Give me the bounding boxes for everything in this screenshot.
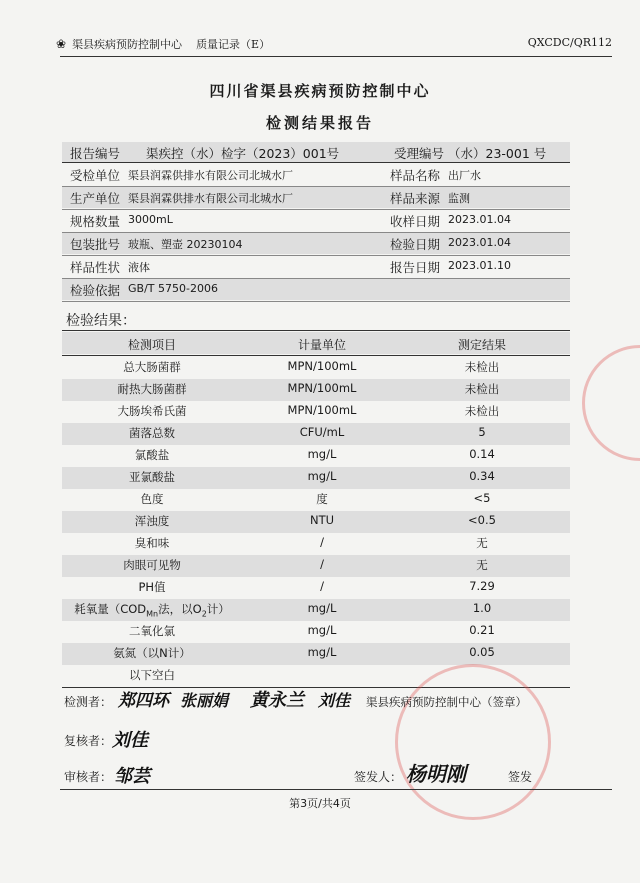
page-number: 第3页/共4页 bbox=[289, 797, 351, 810]
info-label: 规格数量 bbox=[70, 214, 121, 229]
result-value: <0.5 bbox=[468, 513, 496, 527]
info-label: 样品性状 bbox=[70, 260, 121, 275]
result-unit: MPN/100mL bbox=[287, 381, 357, 395]
logo-icon: ❀ bbox=[56, 37, 67, 51]
result-unit: MPN/100mL bbox=[287, 359, 357, 373]
issuer-signature: 杨明刚 bbox=[406, 762, 466, 786]
info-label: 样品名称 bbox=[390, 168, 441, 183]
page-header bbox=[56, 36, 612, 52]
result-value: 未检出 bbox=[464, 360, 500, 374]
header-record-label: 质量记录（E） bbox=[196, 38, 271, 51]
result-item: 色度 bbox=[140, 492, 164, 506]
info-value: 2023.01.10 bbox=[448, 259, 511, 272]
issuer-label: 签发人： bbox=[354, 770, 403, 784]
info-label: 生产单位 bbox=[70, 191, 121, 206]
reviewer-label: 复核者： bbox=[64, 734, 113, 748]
divider bbox=[62, 232, 570, 233]
result-item bbox=[62, 601, 242, 618]
col-header-result: 测定结果 bbox=[457, 338, 506, 352]
info-value: GB/T 5750-2006 bbox=[128, 282, 218, 295]
stamp-note: 渠县疾病预防控制中心（签章） bbox=[366, 695, 527, 709]
auditor-label: 审核者： bbox=[64, 770, 113, 784]
tester-signature-3: 黄永兰 bbox=[250, 690, 304, 711]
tester-signature-4: 刘佳 bbox=[318, 691, 351, 710]
result-item: 浑浊度 bbox=[134, 514, 170, 528]
info-label: 收样日期 bbox=[390, 214, 441, 229]
report-no-label: 报告编号 bbox=[70, 146, 121, 161]
result-item: 二氧化氯 bbox=[129, 624, 175, 638]
result-value: <5 bbox=[473, 491, 491, 505]
divider bbox=[62, 355, 570, 356]
result-value: 0.14 bbox=[469, 447, 495, 461]
side-stamp-icon bbox=[582, 345, 640, 461]
result-unit: mg/L bbox=[307, 645, 337, 659]
result-item: 总大肠菌群 bbox=[123, 360, 181, 374]
result-item: 菌落总数 bbox=[129, 426, 175, 440]
info-value: 2023.01.04 bbox=[448, 213, 511, 226]
result-unit: NTU bbox=[309, 513, 335, 527]
result-unit: CFU/mL bbox=[299, 425, 345, 439]
info-value: 监测 bbox=[448, 192, 470, 205]
result-value: 7.29 bbox=[469, 579, 495, 593]
info-value: 渠县润霖供排水有限公司北城水厂 bbox=[128, 169, 293, 182]
tester-signature-2: 张丽娟 bbox=[180, 691, 229, 710]
result-value: 未检出 bbox=[464, 404, 500, 418]
issue-label: 签发 bbox=[508, 770, 533, 784]
result-unit: / bbox=[320, 535, 324, 549]
info-label: 受检单位 bbox=[70, 168, 121, 183]
divider bbox=[62, 162, 570, 163]
info-label: 样品来源 bbox=[390, 191, 441, 206]
info-label: 包装批号 bbox=[70, 237, 121, 252]
reviewer-signature: 刘佳 bbox=[112, 730, 148, 751]
result-item: 氯酸盐 bbox=[134, 448, 170, 462]
result-unit: / bbox=[320, 579, 324, 593]
auditor-signature: 邹芸 bbox=[114, 766, 150, 787]
header-divider bbox=[60, 56, 612, 57]
info-value: 2023.01.04 bbox=[448, 236, 511, 249]
divider bbox=[62, 255, 570, 256]
result-unit: mg/L bbox=[307, 469, 337, 483]
result-value: 未检出 bbox=[464, 382, 500, 396]
report-no-value: 渠疾控（水）检字（2023）001号 bbox=[146, 146, 340, 161]
report-title: 检测结果报告 bbox=[265, 114, 374, 132]
result-item-part: 耗氧量（COD bbox=[74, 602, 147, 616]
result-item: 耐热大肠菌群 bbox=[117, 382, 187, 396]
end-note: 以下空白 bbox=[129, 668, 175, 682]
divider bbox=[62, 301, 570, 302]
info-label: 报告日期 bbox=[390, 260, 441, 275]
result-unit: mg/L bbox=[307, 623, 337, 637]
divider bbox=[62, 186, 570, 187]
result-item: 氨氮（以N计） bbox=[113, 646, 191, 660]
footer-divider bbox=[60, 789, 612, 790]
info-label: 检验依据 bbox=[70, 283, 121, 298]
result-item: 臭和味 bbox=[134, 536, 170, 550]
result-value: 无 bbox=[476, 558, 488, 572]
tester-label: 检测者： bbox=[64, 695, 113, 709]
result-value: 0.21 bbox=[469, 623, 495, 637]
result-unit: mg/L bbox=[307, 601, 337, 615]
info-value: 3000mL bbox=[128, 213, 173, 226]
info-value: 液体 bbox=[128, 261, 150, 274]
result-value: 无 bbox=[476, 536, 488, 550]
result-unit: mg/L bbox=[307, 447, 337, 461]
org-title: 四川省渠县疾病预防控制中心 bbox=[209, 82, 431, 100]
divider bbox=[62, 330, 570, 331]
info-value: 玻瓶、塑壶 20230104 bbox=[128, 238, 243, 251]
header-doc-code: QXCDC/QR112 bbox=[527, 36, 612, 49]
result-item: PH值 bbox=[138, 580, 166, 594]
result-unit: MPN/100mL bbox=[287, 403, 357, 417]
info-label: 检验日期 bbox=[390, 237, 441, 252]
result-unit: / bbox=[320, 557, 324, 571]
info-value: 渠县润霖供排水有限公司北城水厂 bbox=[128, 192, 293, 205]
result-item-part: 2 bbox=[201, 609, 207, 619]
result-item-part: 计） bbox=[206, 602, 230, 616]
result-item: 大肠埃希氏菌 bbox=[117, 404, 187, 418]
result-item: 亚氯酸盐 bbox=[129, 470, 175, 484]
result-value: 0.05 bbox=[469, 645, 495, 659]
divider bbox=[62, 278, 570, 279]
tester-signature-1: 郑四环 bbox=[118, 691, 169, 711]
col-header-unit: 计量单位 bbox=[297, 338, 346, 352]
result-unit: 度 bbox=[316, 492, 328, 506]
accept-no-label: 受理编号 bbox=[394, 146, 445, 161]
result-item: 肉眼可见物 bbox=[123, 558, 181, 572]
result-value: 0.34 bbox=[469, 469, 495, 483]
result-item-part: 法，以O bbox=[158, 602, 202, 616]
result-value: 5 bbox=[478, 425, 486, 439]
info-value: 出厂水 bbox=[448, 169, 481, 182]
results-section-label: 检验结果： bbox=[66, 313, 136, 329]
accept-no-value: （水）23-001 号 bbox=[448, 146, 547, 161]
col-header-item: 检测项目 bbox=[127, 338, 176, 352]
divider bbox=[62, 209, 570, 210]
result-item-part: Mn bbox=[146, 609, 159, 619]
header-org: 渠县疾病预防控制中心 bbox=[72, 38, 183, 51]
result-value: 1.0 bbox=[472, 601, 492, 615]
